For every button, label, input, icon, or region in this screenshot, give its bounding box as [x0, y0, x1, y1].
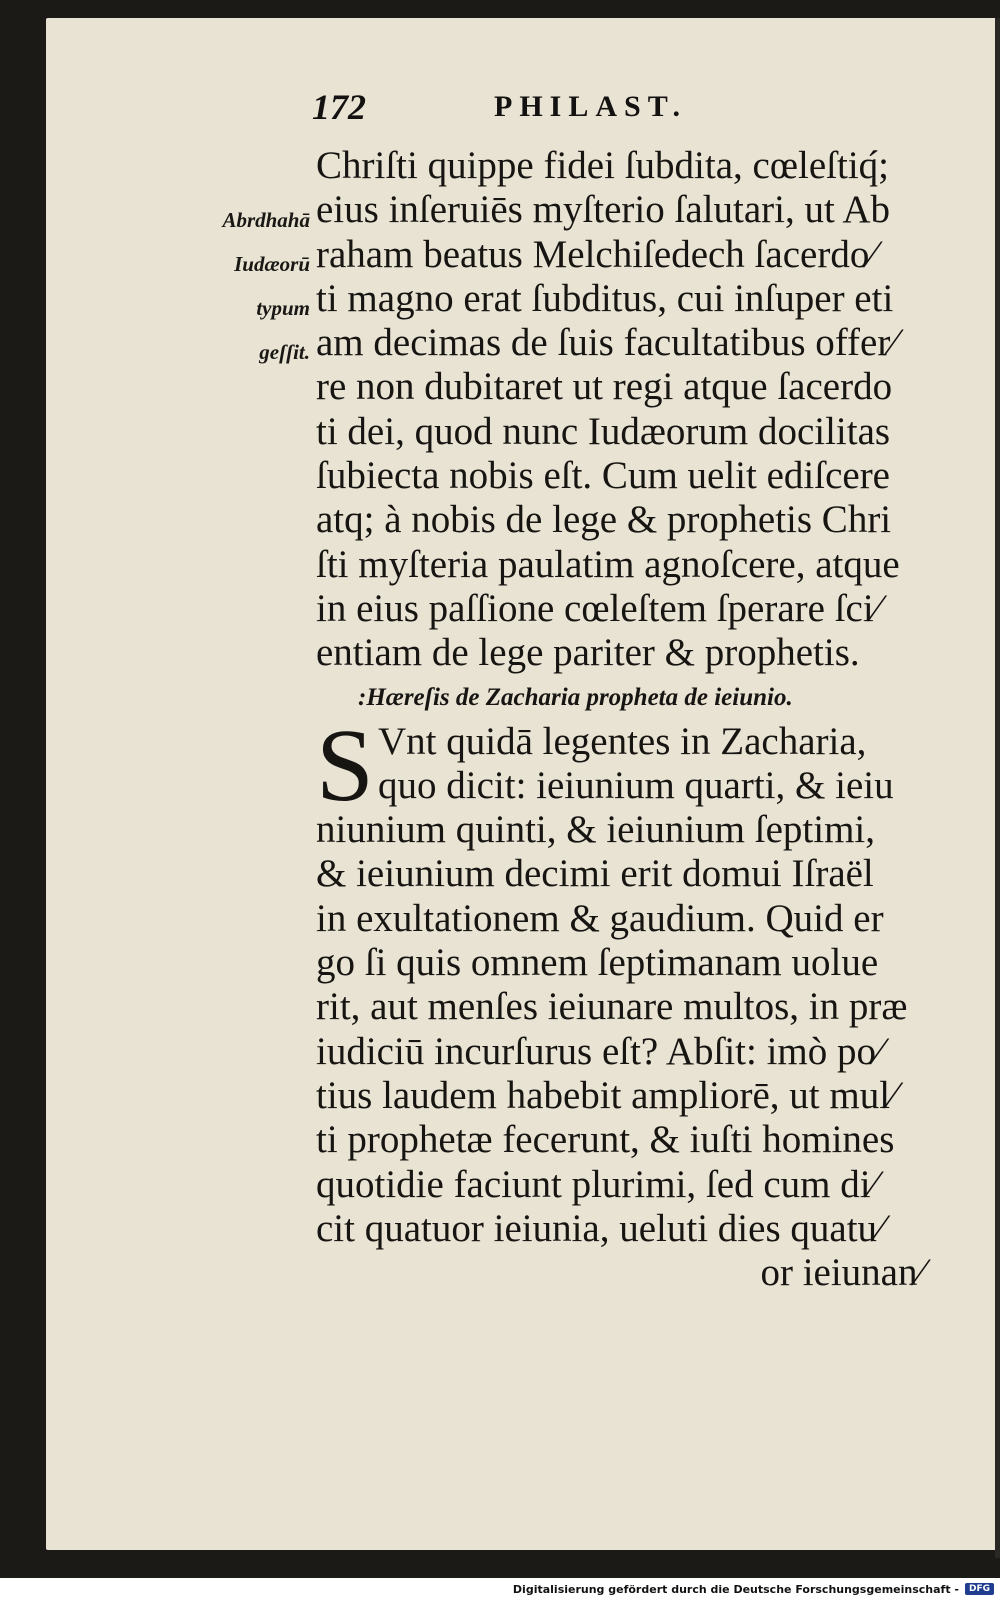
text-line: Chriſti quippe fidei ſubdita, cœleſtiq́;	[316, 144, 889, 187]
margin-note: geſſit.	[259, 340, 310, 364]
text-line: ti dei, quod nunc Iudæorum docilitas	[316, 409, 891, 453]
margin-note: Abrdhahā	[222, 208, 310, 232]
text-line: go ſi quis omnem ſeptimanam uolue	[316, 941, 879, 985]
margin-notes	[168, 198, 310, 374]
text-line: & ieiunium decimi erit domui Iſraël	[316, 852, 874, 896]
body-text	[316, 144, 936, 1295]
running-head: PHILAST.	[494, 90, 687, 123]
page-number: 172	[312, 87, 366, 127]
text-line: iudiciū incurſurus eſt? Abſit: imò po⁄	[316, 1029, 883, 1073]
drop-cap: S	[316, 707, 374, 823]
text-line: Vnt quidā legentes in Zacharia,	[378, 719, 867, 763]
text-line: in exultationem & gaudium. Quid er	[316, 896, 884, 940]
credit-text: Digitalisierung gefördert durch die Deutsche Forschungsgemeinschaft -	[512, 1582, 959, 1596]
text-line: ti magno erat ſubditus, cui inſuper eti	[316, 276, 894, 320]
text-line: ſubiecta nobis eſt. Cum uelit ediſcere	[316, 454, 890, 498]
margin-note: Iudæorū	[234, 252, 310, 276]
text-line: ſti myſteria paulatim agnoſcere, atque	[316, 542, 900, 586]
dfg-logo: DFG	[965, 1583, 994, 1595]
text-line: eius inſeruiēs myſterio ſalutari, ut Ab	[316, 188, 891, 232]
text-line: am decimas de ſuis facultatibus offer⁄	[316, 321, 897, 365]
text-line: raham beatus Melchiſedech ſacerdo⁄	[316, 232, 876, 276]
text-line: re non dubitaret ut regi atque ſacerdo	[316, 365, 893, 409]
text-line: in eius paſſione cœleſtem ſperare ſci⁄	[316, 586, 881, 630]
text-line: entiam de lege pariter & prophetis.	[316, 631, 860, 675]
page-header	[312, 86, 732, 132]
page-edge	[995, 18, 1000, 1558]
section-heading: :Hæreſis de Zacharia propheta de ieiunio.	[358, 683, 793, 711]
margin-note: typum	[256, 296, 310, 320]
text-line: quo dicit: ieiunium quarti, & ieiu	[378, 763, 894, 807]
text-line: cit quatuor ieiunia, ueluti dies quatu⁄	[316, 1206, 884, 1250]
paragraph	[316, 707, 936, 1296]
catchword: or ieiunan⁄	[760, 1251, 924, 1295]
digitization-credit	[513, 1581, 994, 1597]
text-line: rit, aut menſes ieiunare multos, in præ	[316, 985, 908, 1029]
text-line: tius laudem habebit ampliorē, ut mul⁄	[316, 1073, 897, 1117]
text-line: ti prophetæ fecerunt, & iuſti homines	[316, 1118, 895, 1162]
text-line: atq; à nobis de lege & prophetis Chri	[316, 498, 892, 542]
text-line: quotidie faciunt plurimi, ſed cum di⁄	[316, 1162, 878, 1206]
text-line: niunium quinti, & ieiunium ſeptimi,	[316, 808, 875, 852]
